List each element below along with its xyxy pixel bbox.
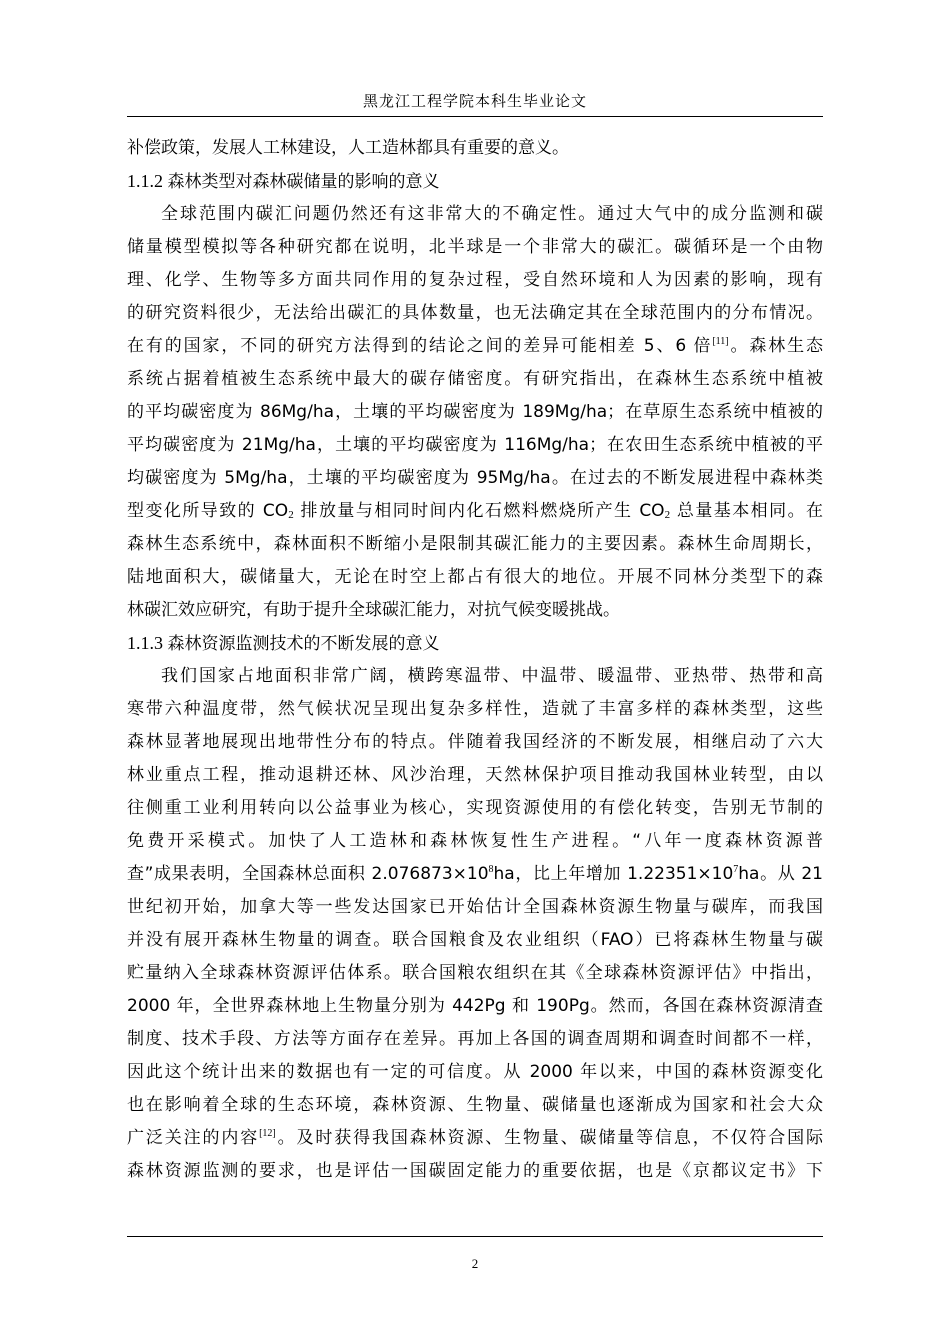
paragraph-line: 森林资源监测的要求，也是评估一国碳固定能力的重要依据，也是《京都议定书》下	[127, 1161, 823, 1181]
paragraph-line: 2000 年，全世界森林地上生物量分别为 442Pg 和 190Pg。然而，各国在森林资源清查	[127, 996, 823, 1016]
section-heading-1-1-2	[127, 165, 823, 198]
header-rule	[127, 116, 823, 117]
paragraph-line: 森林生态系统中，森林面积不断缩小是限制其碳汇能力的主要因素。森林生命周期长，	[127, 534, 823, 554]
subscript: 2	[664, 509, 671, 521]
body-text	[127, 132, 823, 1188]
text-run: 在有的国家，不同的研究方法得到的结论之间的差异可能相差 5、6 倍	[127, 336, 713, 356]
paragraph-line: 补偿政策，发展人工林建设，人工造林都具有重要的意义。	[127, 138, 569, 158]
paragraph-line: 系统占据着植被生态系统中最大的碳存储密度。有研究指出，在森林生态系统中植被	[127, 369, 823, 389]
paragraph-line	[127, 1122, 823, 1155]
section-heading-1-1-3	[127, 627, 823, 660]
page-number: 2	[471, 1256, 479, 1271]
section-number: 1.1.3	[127, 633, 168, 653]
paragraph-line: 森林显著地展现出地带性分布的特点。伴随着我国经济的不断发展，相继启动了六大	[127, 732, 823, 752]
paragraph-line: 并没有展开森林生物量的调查。联合国粮食及农业组织（FAO）已将森林生物量与碳	[127, 930, 823, 950]
text-run: 型变化所导致的 CO	[127, 501, 289, 521]
paragraph-line: 陆地面积大，碳储量大，无论在时空上都占有很大的地位。开展不同林分类型下的森	[127, 567, 823, 587]
section-title: 森林资源监测技术的不断发展的意义	[167, 634, 440, 654]
paragraph-line: 林碳汇效应研究，有助于提升全球碳汇能力，对抗气候变暖挑战。	[127, 600, 620, 620]
subscript: 2	[288, 509, 294, 521]
paragraph-line: 均碳密度为 5Mg/ha，土壤的平均碳密度为 95Mg/ha。在过去的不断发展进程中森林类	[127, 468, 823, 488]
paragraph-line: 理、化学、生物等多方面共同作用的复杂过程，受自然环境和人为因素的影响，现有	[127, 270, 823, 290]
paragraph-line: 贮量纳入全球森林资源评估体系。联合国粮农组织在其《全球森林资源评估》中指出，	[127, 963, 823, 983]
citation-ref-12: [12]	[259, 1128, 276, 1139]
paragraph-line: 的研究资料很少，无法给出碳汇的具体数量，也无法确定其在全球范围内的分布情况。	[127, 303, 823, 323]
paragraph-line: 储量模型模拟等各种研究都在说明，北半球是一个非常大的碳汇。碳循环是一个由物	[127, 237, 823, 257]
text-run: 排放量与相同时间内化石燃料燃烧所产生 CO	[293, 501, 665, 521]
section-title: 森林类型对森林碳储量的影响的意义	[167, 172, 440, 192]
superscript-exponent: 8	[488, 864, 494, 875]
superscript-exponent: 7	[733, 864, 739, 875]
paragraph-line: 全球范围内碳汇问题仍然还有这非常大的不确定性。通过大气中的成分监测和碳	[161, 204, 823, 224]
paragraph-line: 平均碳密度为 21Mg/ha，土壤的平均碳密度为 116Mg/ha；在农田生态系统中植被的平	[127, 435, 823, 455]
paragraph-line: 制度、技术手段、方法等方面存在差异。再加上各国的调查周期和调查时间都不一样，	[127, 1029, 823, 1049]
paragraph-line: 林业重点工程，推动退耕还林、风沙治理，天然林保护项目推动我国林业转型，由以	[127, 765, 823, 785]
text-run: 广泛关注的内容	[127, 1128, 260, 1148]
section-number: 1.1.2	[127, 171, 168, 191]
text-run: 总量基本相同。在	[670, 501, 823, 521]
paragraph-line: 世纪初开始，加拿大等一些发达国家已开始估计全国森林资源生物量与碳库，而我国	[127, 897, 823, 917]
paragraph-line: 因此这个统计出来的数据也有一定的可信度。从 2000 年以来，中国的森林资源变化	[127, 1062, 823, 1082]
paragraph-line: 免费开采模式。加快了人工造林和森林恢复性生产进程。“八年一度森林资源普	[127, 831, 823, 851]
paragraph-line	[127, 495, 823, 528]
paragraph-line	[127, 330, 823, 363]
text-run: 。森林生态	[728, 336, 823, 356]
text-run: 查”成果表明，全国森林总面积 2.076873×10	[127, 864, 489, 884]
footer-rule	[127, 1236, 823, 1237]
citation-ref-11: [11]	[712, 336, 729, 347]
paragraph-line: 寒带六种温度带，然气候状况呈现出复杂多样性，造就了丰富多样的森林类型，这些	[127, 699, 823, 719]
paragraph-line: 往侧重工业利用转向以公益事业为核心，实现资源使用的有偿化转变，告别无节制的	[127, 798, 823, 818]
paragraph-line: 的平均碳密度为 86Mg/ha，土壤的平均碳密度为 189Mg/ha；在草原生态系统中植被的	[127, 402, 823, 422]
running-header: 黑龙江工程学院本科生毕业论文	[362, 92, 587, 110]
text-run: 。及时获得我国森林资源、生物量、碳储量等信息，不仅符合国际	[275, 1128, 823, 1148]
paragraph-line	[127, 858, 823, 891]
paragraph-line: 我们国家占地面积非常广阔，横跨寒温带、中温带、暖温带、亚热带、热带和高	[161, 666, 823, 686]
text-run: ha。从 21	[738, 864, 823, 884]
text-run: ha，比上年增加 1.22351×10	[493, 864, 734, 884]
paragraph-line: 也在影响着全球的生态环境，森林资源、生物量、碳储量也逐渐成为国家和社会大众	[127, 1095, 823, 1115]
